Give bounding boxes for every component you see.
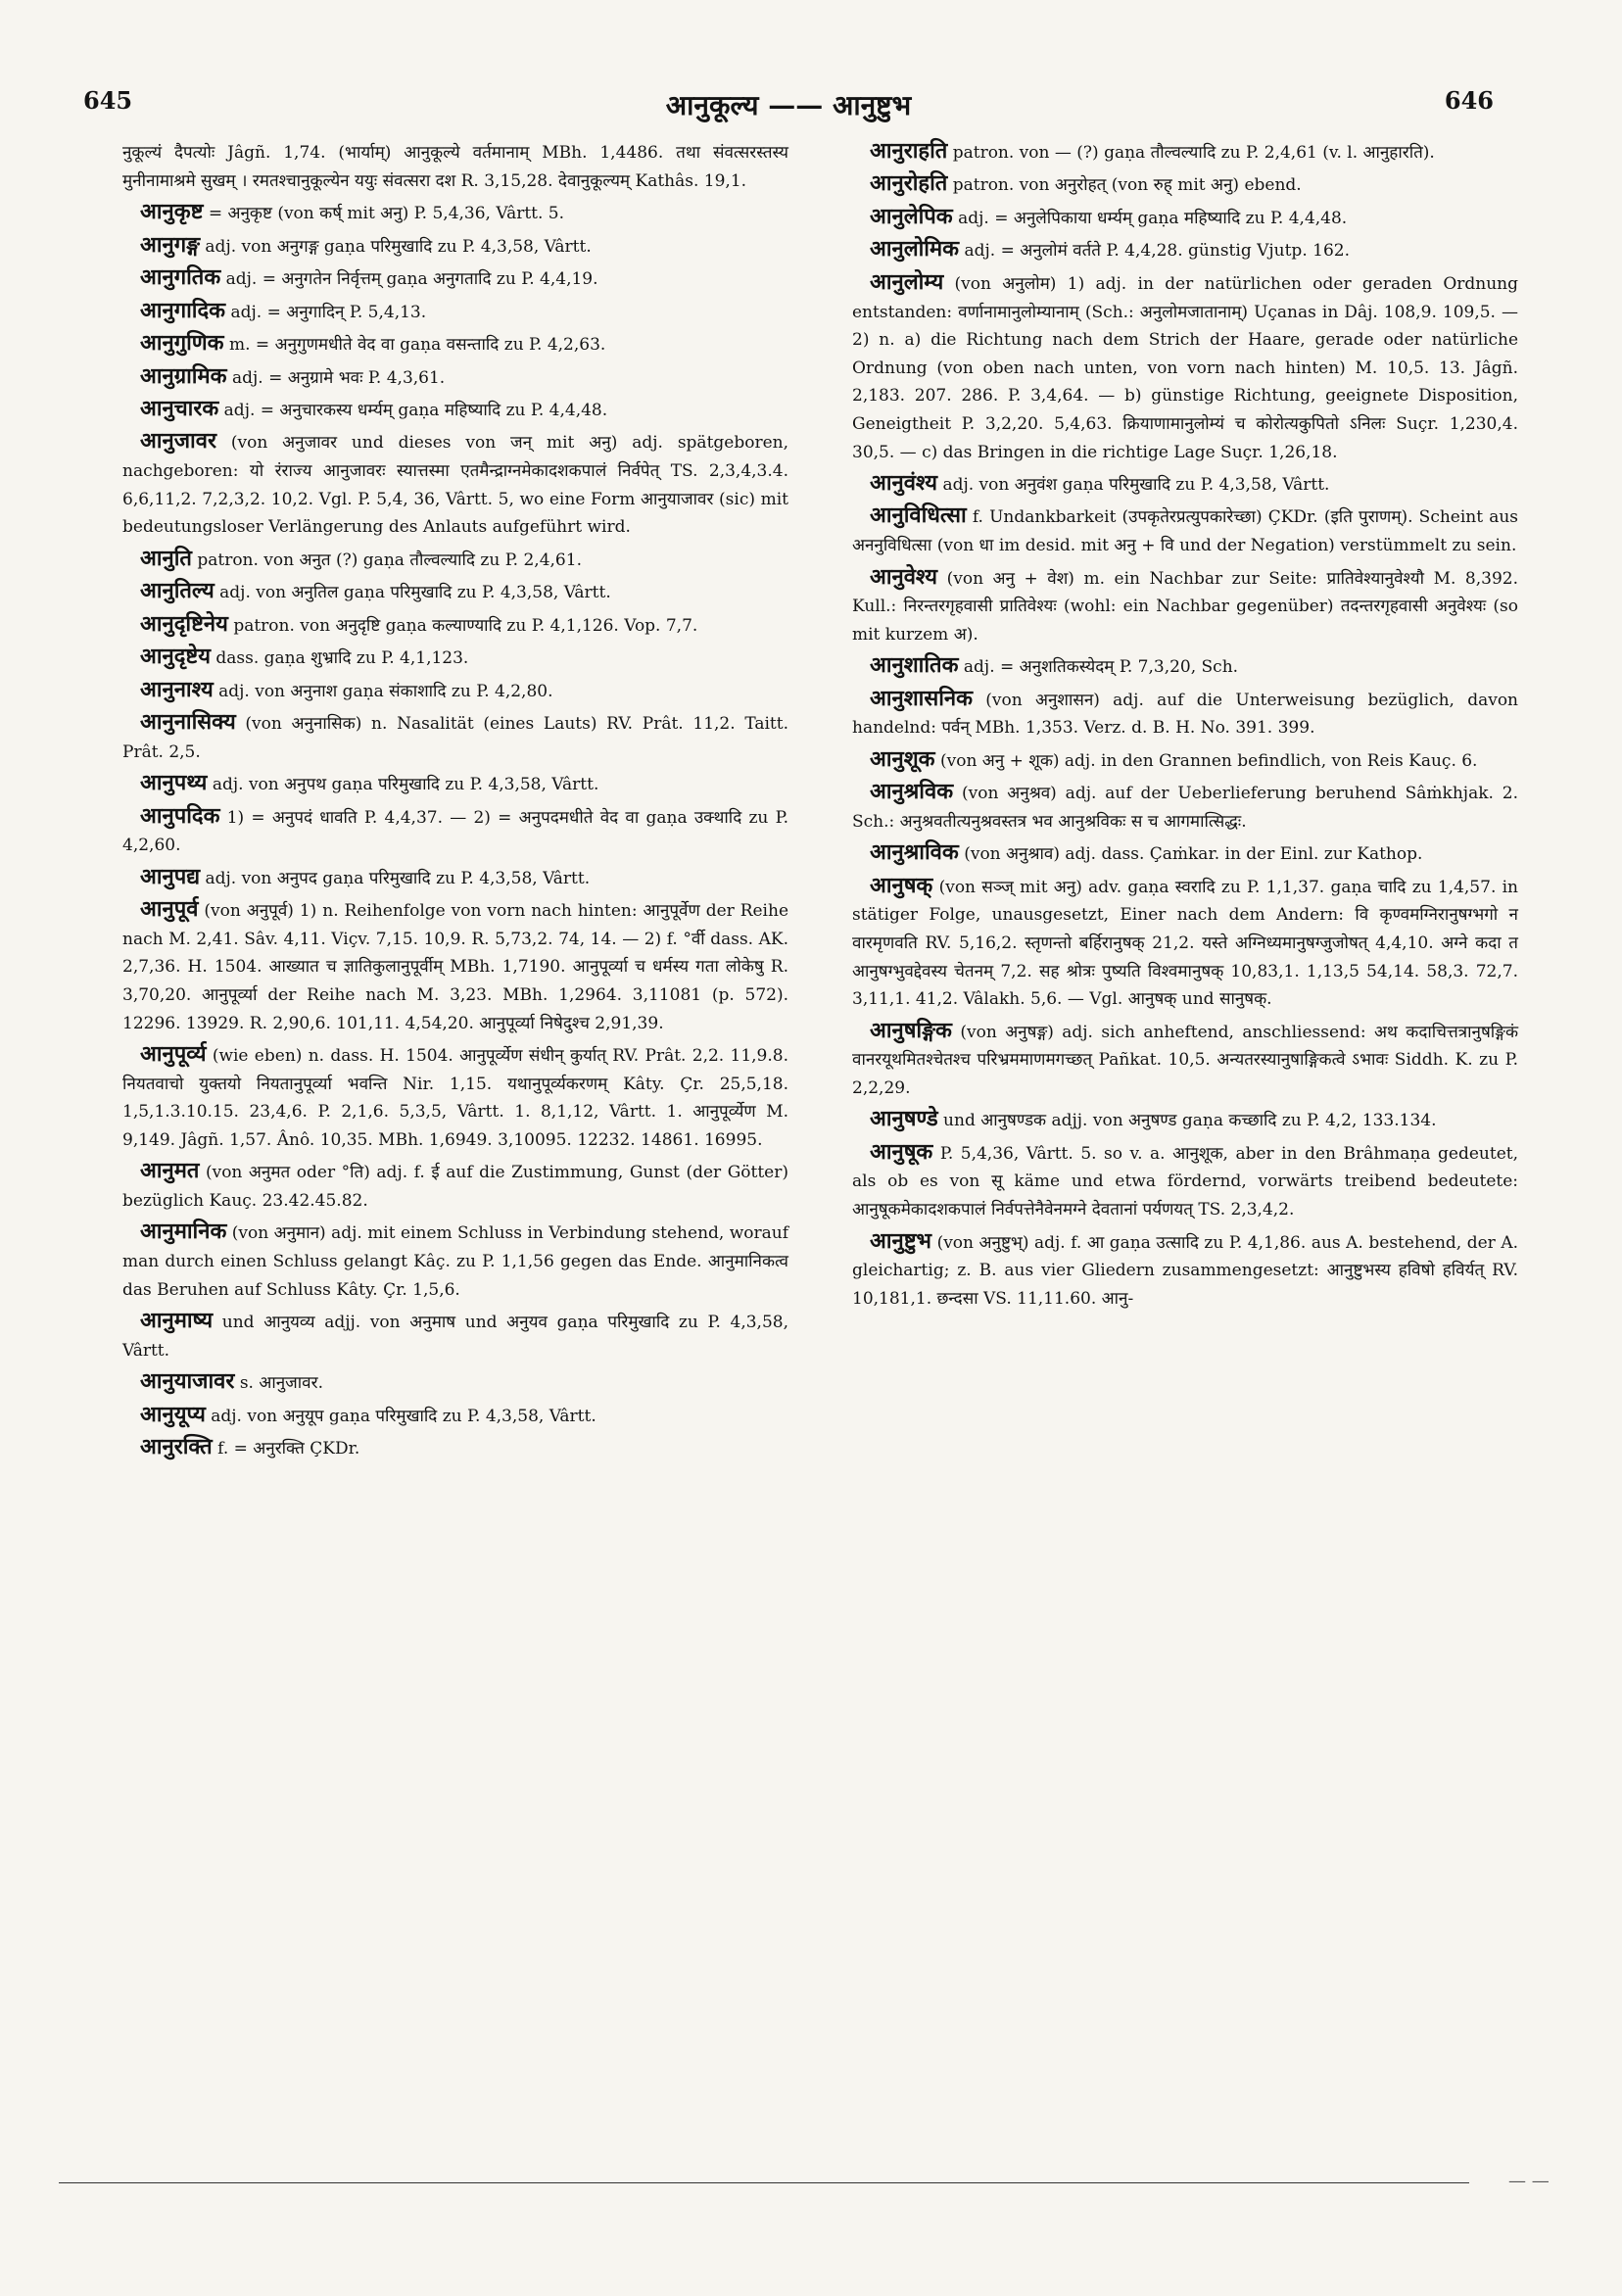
dictionary-entry <box>852 235 1518 265</box>
dictionary-entry <box>122 137 788 195</box>
entry-text: adj. = अनुगादिन् P. 5,4,13. <box>230 302 427 322</box>
entry-text: adj. = अनुग्रामे भवः P. 4,3,61. <box>231 367 446 388</box>
entry-text: (von अनुजावर und dieses von जन् mit अनु) adj. spätgeboren, nachgeboren: यो रंराज्य आनुजावरः स्यात्तस्मा एतमैन्द्राग्नमेकादशकपालं निर्वपेत् TS. 2,3,4,3.4. 6,6,11,2. 7,2,3,2. 10,2. Vgl. P. 5,4, 36, Vârtt. 5, wo eine Form आनुयाजावर (sic) mit bedeutungsloser Verlängerung des Anlauts aufgeführt wird. <box>122 433 789 538</box>
entry-text: (von अनुनासिक) n. Nasalität (eines Lauts) RV. Prât. 11,2. Taitt. Prât. 2,5. <box>122 714 788 762</box>
entry-headword: आनुषङ्गिक <box>870 1017 952 1043</box>
dictionary-entry <box>122 1307 788 1364</box>
dictionary-entry <box>122 545 788 575</box>
entry-headword: आनुपूर्व <box>140 896 199 923</box>
entry-headword: आनुजावर <box>140 428 216 454</box>
entry-text: adj. von अनुयूप gaṇa परिमुखादि zu P. 4,3,58, Vârtt. <box>211 1406 596 1426</box>
dictionary-entry <box>852 469 1518 500</box>
dictionary-entry <box>852 1105 1518 1135</box>
entry-headword: आनुलेपिक <box>870 203 953 229</box>
dictionary-entry <box>122 863 788 893</box>
entry-text: patron. von अनुदृष्टि gaṇa कल्याण्यादि zu P. 4,1,126. Vop. 7,7. <box>233 615 698 636</box>
dictionary-entry <box>852 838 1518 869</box>
dictionary-entry <box>852 872 1518 1014</box>
entry-headword: आनुष्टुभ <box>870 1227 932 1254</box>
dictionary-entry <box>122 1040 788 1154</box>
dictionary-entry <box>852 169 1518 200</box>
entry-headword: आनुशूक <box>870 745 935 772</box>
footer-dash: — — <box>1508 2171 1550 2191</box>
entry-headword: आनुराहति <box>870 138 948 164</box>
entry-text: नुकूल्यं दैपत्योः Jâgñ. 1,74. (भार्याम्) आनुकूल्ये वर्तमानाम् MBh. 1,4486. तथा संवत्सरस्तस्य मुनीनामाश्रमे सुखम् । रमतश्चानुकूल्येन ययुः संवत्सरा दश R. 3,15,28. देवानुकूल्यम् Kathâs. 19,1. <box>122 143 788 191</box>
dictionary-entry <box>122 802 788 860</box>
dictionary-entry <box>122 643 788 673</box>
dictionary-entry <box>122 297 788 327</box>
entry-text: (von अनुश्राव) adj. dass. Çaṁkar. in der Einl. zur Kathop. <box>964 844 1423 865</box>
entry-headword: आनुलोम्य <box>870 268 944 295</box>
entry-headword: आनुगङ्ग <box>140 231 201 258</box>
entry-text: adj. von अनुतिल gaṇa परिमुखादि zu P. 4,3,58, Vârtt. <box>219 583 611 603</box>
dictionary-entry <box>122 708 788 766</box>
entry-text: patron. von अनुत (?) gaṇa तौल्वल्यादि zu P. 2,4,61. <box>197 550 582 570</box>
entry-headword: आनुपूर्व्य <box>140 1041 207 1068</box>
entry-headword: आनुपद्य <box>140 863 201 889</box>
entry-headword: आनुतिल्य <box>140 578 215 604</box>
dictionary-entry <box>122 231 788 262</box>
running-title: आनुकूल्य —— आनुष्टुभ <box>665 89 912 121</box>
dictionary-entry <box>122 1401 788 1431</box>
entry-headword: आनुग्रामिक <box>140 362 227 389</box>
entry-headword: आनुपथ्य <box>140 770 208 796</box>
dictionary-entry <box>852 1227 1518 1314</box>
dictionary-entry <box>122 395 788 425</box>
dictionary-entry <box>852 1138 1518 1224</box>
dictionary-entry <box>852 203 1518 233</box>
footer-rule <box>59 2182 1469 2183</box>
entry-text: dass. gaṇa शुभ्रादि zu P. 4,1,123. <box>215 648 469 669</box>
dictionary-entry <box>122 263 788 294</box>
dictionary-entry <box>122 1218 788 1304</box>
dictionary-entry <box>122 610 788 641</box>
dictionary-entry <box>122 769 788 799</box>
entry-text: adj. von अनुगङ्ग gaṇa परिमुखादि zu P. 4,3,58, Vârtt. <box>205 236 592 257</box>
entry-text: adj. = अनुलेपिकाया धर्म्यम् gaṇa महिष्यादि zu P. 4,4,48. <box>958 208 1348 228</box>
entry-headword: आनुरक्ति <box>140 1434 213 1460</box>
dictionary-entry <box>122 895 788 1037</box>
entry-text: adj. von अनुनाश gaṇa संकाशादि zu P. 4,2,80. <box>218 681 553 701</box>
entry-text: (von अनुलोम) 1) adj. in der natürlichen oder geraden Ordnung entstanden: वर्णानामानुलोम्यानाम् (Sch.: अनुलोमजातानाम्) Uçanas in Dâj. 108,9. 109,5. — 2) n. a) die Richtung nach dem Strich der Haare, gerade oder natürliche Ordnung (von oben nach unten, von vorn nach hinten) M. 10,5. 13. Jâgñ. 2,183. 207. 286. P. 3,4,64. — b) günstige Richtung, geeignete Disposition, Geneigtheit P. 3,2,20. 5,4,63. क्रियाणामानुलोम्यं च कोरोत्यकुपितो ऽनिलः Suçr. 1,230,4. 30,5. — c) das Bringen in die richtige Lage Suçr. 1,26,18. <box>852 273 1519 462</box>
entry-headword: आनुकृष्ट <box>140 199 204 225</box>
dictionary-entry <box>122 1433 788 1463</box>
entry-headword: आनुशातिक <box>870 652 959 679</box>
dictionary-entry <box>852 502 1518 559</box>
right-column <box>852 137 1518 1315</box>
entry-headword: आनुमानिक <box>140 1219 227 1245</box>
entry-text: 1) = अनुपदं धावति P. 4,4,37. — 2) = अनुपदमधीते वेद वा gaṇa उक्थादि zu P. 4,2,60. <box>122 807 789 856</box>
dictionary-entry <box>122 427 788 541</box>
entry-text: P. 5,4,36, Vârtt. 5. so v. a. आनुशूक, aber in den Brâhmaṇa gedeutet, als ob es von सू käme und etwa fördernd, vorwärts treibend bedeutete: आनुषूकमेकादशकपालं निर्वपत्तेनैवेनमग्ने देवतानां पर्यणयत् TS. 2,3,4,2. <box>852 1143 1519 1220</box>
dictionary-entry <box>852 137 1518 167</box>
entry-text: adj. von अनुपद gaṇa परिमुखादि zu P. 4,3,58, Vârtt. <box>205 868 591 888</box>
dictionary-entry <box>852 778 1518 836</box>
entry-text: f. Undankbarkeit (उपकृतेरप्रत्युपकारेच्छा) ÇKDr. (इति पुराणम्). Scheint aus अननुविधित्सा (von धा im desid. mit अनु + वि und der Negation) verstümmelt zu sein. <box>852 507 1519 556</box>
left-column <box>122 137 788 1466</box>
entry-headword: आनुलोमिक <box>870 236 960 263</box>
entry-text: (von अनुशासन) adj. auf die Unterweisung bezüglich, davon handelnd: पर्वन् MBh. 1,353. Verz. d. B. H. No. 391. 399. <box>852 690 1519 739</box>
dictionary-entry <box>122 362 788 393</box>
dictionary-entry <box>852 1017 1518 1103</box>
page-number-right: 646 <box>1444 86 1494 115</box>
dictionary-entry <box>122 1157 788 1215</box>
entry-text: (von अनुपूर्व) 1) n. Reihenfolge von vorn nach hinten: आनुपूर्वेण der Reihe nach M. 2,41. Sâv. 4,11. Viçv. 7,15. 10,9. R. 5,73,2. 74, 14. — 2) f. °र्वी dass. AK. 2,7,36. H. 1504. आख्यात च ज्ञातिकुलानुपूर्वीम् MBh. 1,7190. आनुपूर्व्या च धर्मस्य गता लोकेषु R. 3,70,20. आनुपूर्व्या der Reihe nach M. 3,23. MBh. 1,2964. 3,11081 (p. 572). 12296. 13929. R. 2,90,6. 101,11. 4,54,20. आनुपूर्व्या निषेदुश्च 2,91,39. <box>122 901 789 1033</box>
entry-text: adj. von अनुवंश gaṇa परिमुखादि zu P. 4,3,58, Vârtt. <box>942 474 1330 495</box>
entry-headword: आनुविधित्सा <box>870 502 967 529</box>
entry-text: und आनुयव्य adjj. von अनुमाष und अनुयव gaṇa परिमुखादि zu P. 4,3,58, Vârtt. <box>122 1313 788 1361</box>
entry-headword: आनुगतिक <box>140 264 221 291</box>
entry-text: (von अनु + वेश) m. ein Nachbar zur Seite: प्रातिवेश्यानुवेश्यौ M. 8,392. Kull.: निरन्तरगृहवासी प्रातिवेश्यः (wohl: ein Nachbar gegenüber) तदन्तरगृहवासी अनुवेश्यः (so mit kurzem अ). <box>852 568 1518 645</box>
entry-text: und आनुषण्डक adjj. von अनुषण्ड gaṇa कच्छादि zu P. 4,2, 133.134. <box>943 1111 1437 1131</box>
entry-headword: आनुषूक <box>870 1138 933 1165</box>
entry-headword: आनुदृष्टेय <box>140 644 211 670</box>
dictionary-entry <box>122 198 788 228</box>
entry-headword: आनुति <box>140 545 192 571</box>
entry-text: = अनुकृष्ट (von कर्ष् mit अनु) P. 5,4,36, Vârtt. 5. <box>208 204 565 224</box>
entry-text: (von अनुश्रव) adj. auf der Ueberlieferung beruhend Sâṁkhjak. 2. Sch.: अनुश्रवतीत्यनुश्रवस्तत्र भव आनुश्रविकः स च आगमात्सिद्धः. <box>852 784 1519 832</box>
entry-headword: आनुवंश्य <box>870 469 938 496</box>
entry-headword: आनुनासिक्य <box>140 709 236 736</box>
dictionary-entry <box>852 651 1518 682</box>
entry-headword: आनुशासनिक <box>870 685 974 711</box>
entry-text: (wie eben) n. dass. H. 1504. आनुपूर्व्येण संधीन् कुर्यात् RV. Prât. 2,2. 11,9.8. नियतवाचो युक्तयो नियतानुपूर्व्या भवन्ति Nir. 1,15. यथानुपूर्व्यकरणम् Kâty. Çr. 25,5,18. 1,5,1.3.10.15. 23,4,6. P. 2,1,6. 5,3,5, Vârtt. 1. 8,1,12, Vârtt. 1. आनुपूर्व्येण M. 9,149. Jâgñ. 1,57. Ânô. 10,35. MBh. 1,6949. 3,10095. 12232. 14861. 16995. <box>122 1046 788 1150</box>
entry-text: s. आनुजावर. <box>239 1373 323 1394</box>
dictionary-entry <box>852 268 1518 466</box>
entry-headword: आनुमत <box>140 1158 200 1184</box>
entry-headword: आनुदृष्टिनेय <box>140 610 228 637</box>
entry-headword: आनुयाजावर <box>140 1368 235 1395</box>
page-number-left: 645 <box>83 86 133 115</box>
entry-headword: आनुनाश्य <box>140 676 214 702</box>
dictionary-entry <box>122 1367 788 1398</box>
entry-text: (von अनुमान) adj. mit einem Schluss in Verbindung stehend, worauf man durch einen Schluss gelangt Kâç. zu P. 1,1,56 gegen das Ende. आनुमानिकत्व das Beruhen auf Schluss Kâty. Çr. 1,5,6. <box>122 1223 789 1300</box>
entry-text: patron. von — (?) gaṇa तौल्वल्यादि zu P. 2,4,61 (v. l. आनुहारति). <box>952 143 1435 163</box>
entry-text: f. = अनुरक्ति ÇKDr. <box>217 1439 360 1459</box>
dictionary-entry <box>122 676 788 706</box>
entry-headword: आनुयूप्य <box>140 1401 206 1427</box>
entry-text: adj. = अनुशतिकस्येदम् P. 7,3,20, Sch. <box>963 657 1239 678</box>
entry-text: (von अनुमत oder °ति) adj. f. ई auf die Zustimmung, Gunst (der Götter) bezüglich Kauç. 23.42.45.82. <box>122 1163 788 1211</box>
entry-text: adj. von अनुपथ gaṇa परिमुखादि zu P. 4,3,58, Vârtt. <box>212 775 599 795</box>
entry-headword: आनुषक् <box>870 872 933 898</box>
entry-headword: आनुमाष्य <box>140 1308 214 1334</box>
entry-headword: आनुश्रविक <box>870 779 954 805</box>
entry-text: patron. von अनुरोहत् (von रुह् mit अनु) ebend. <box>952 175 1302 196</box>
entry-headword: आनुचारक <box>140 395 219 421</box>
entry-headword: आनुपदिक <box>140 802 220 829</box>
entry-text: adj. = अनुचारकस्य धर्म्यम् gaṇa महिष्यादि zu P. 4,4,48. <box>223 400 608 420</box>
entry-text: (von अनुष्टुभ्) adj. f. आ gaṇa उत्सादि zu P. 4,1,86. aus A. bestehend, der A. gleichartig; z. B. aus vier Gliedern zusammengesetzt: आनुष्टुभस्य हविषो हविर्यत् RV. 10,181,1. छन्दसा VS. 11,11.60. आनु- <box>852 1232 1519 1309</box>
entry-headword: आनुवेश्य <box>870 563 938 590</box>
entry-headword: आनुरोहति <box>870 170 948 197</box>
dictionary-entry <box>122 577 788 607</box>
entry-headword: आनुश्राविक <box>870 839 959 866</box>
entry-text: adj. = अनुलोमं वर्तते P. 4,4,28. günstig Vjutp. 162. <box>964 241 1350 262</box>
entry-text: (von सञ्ज् mit अनु) adv. gaṇa स्वरादि zu P. 1,1,37. gaṇa चादि zu 1,4,57. in stätiger Folge, unausgesetzt, Einer nach dem Andern: वि कृण्वमग्निरानुषग्भगो न वारमृणवति RV. 5,16,2. स्तृणन्तो बर्हिरानुषक् 21,2. यस्ते अग्निध्यमानुषग्जुजोषत् 4,4,10. अग्ने कदा त आनुषग्भुवद्देवस्य चेतनम् 7,2. सह श्रोत्रः पुष्यति विश्वमानुषक् 10,83,1. 1,13,5 54,14. 58,3. 72,7. 3,11,1. 41,2. Vâlakh. 5,6. — Vgl. आनुषक् und सानुषक्. <box>852 877 1518 1010</box>
entry-headword: आनुगादिक <box>140 297 226 323</box>
entry-text: (von अनुषङ्ग) adj. sich anheftend, anschliessend: अथ कदाचित्तत्रानुषङ्गिकं वानरयूथमितश्चेतश्च परिभ्रममाणमगच्छत् Pañkat. 10,5. अन्यतरस्यानुषाङ्गिकत्वे ऽभावः Siddh. K. zu P. 2,2,29. <box>852 1022 1518 1098</box>
dictionary-entry <box>122 329 788 359</box>
entry-text: (von अनु + शूक) adj. in den Grannen befindlich, von Reis Kauç. 6. <box>939 750 1478 771</box>
entry-text: m. = अनुगुणमधीते वेद वा gaṇa वसन्तादि zu P. 4,2,63. <box>229 335 606 356</box>
entry-text: adj. = अनुगतेन निर्वृत्तम् gaṇa अनुगतादि zu P. 4,4,19. <box>225 269 598 290</box>
page-header <box>83 86 1494 135</box>
dictionary-entry <box>852 563 1518 649</box>
entry-headword: आनुषण्डे <box>870 1106 938 1132</box>
entry-headword: आनुगुणिक <box>140 330 224 357</box>
dictionary-entry <box>852 745 1518 776</box>
dictionary-entry <box>852 685 1518 742</box>
